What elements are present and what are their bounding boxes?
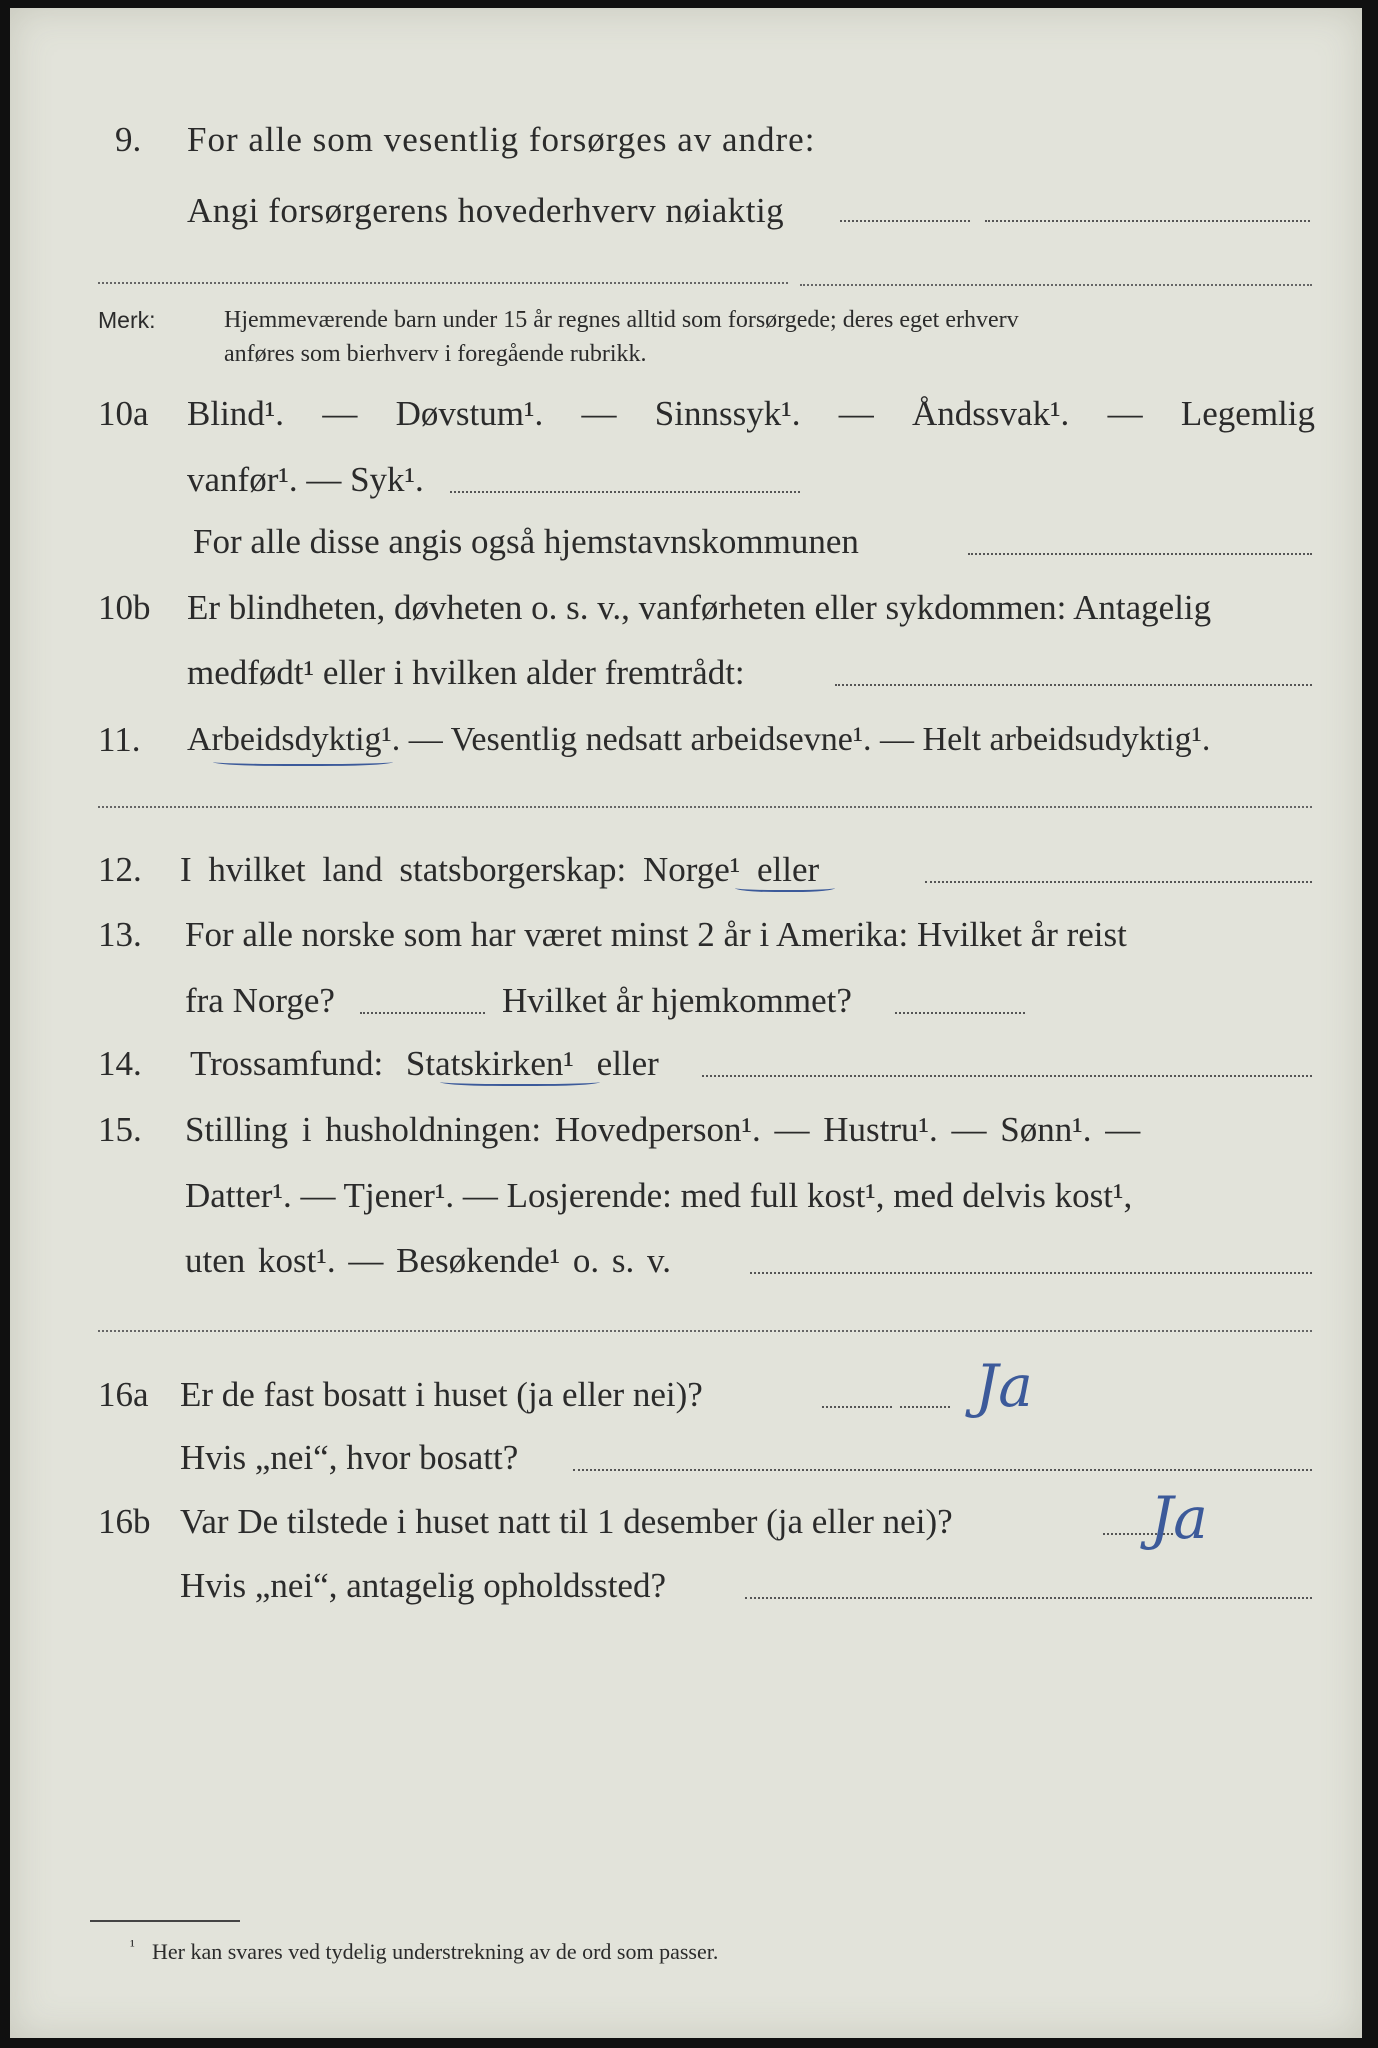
q10b-line1: Er blindheten, døvheten o. s. v., vanførheten eller sykdommen: Antagelig <box>187 588 1212 627</box>
underline-mark <box>213 756 393 766</box>
q10a-word: — <box>838 394 874 433</box>
q16a-residence-line[interactable] <box>573 1469 1312 1471</box>
q12-number: 12. <box>98 850 142 889</box>
q15-answer-line[interactable] <box>750 1272 1312 1274</box>
q16a-line2: Hvis „nei“, hvor bosatt? <box>180 1438 519 1477</box>
q15-line2: Datter¹. — Tjener¹. — Losjerende: med full kost¹, med delvis kost¹, <box>185 1176 1133 1215</box>
q16a-number: 16a <box>98 1375 149 1414</box>
q10b-answer-line[interactable] <box>835 684 1312 686</box>
note-line2: anføres som bierhverv i foregående rubrikk. <box>224 341 647 367</box>
q13-return-year-line[interactable] <box>895 1012 1025 1014</box>
footnote-text: Her kan svares ved tydelig understrekning av de ord som passer. <box>152 1939 719 1964</box>
q15-number: 15. <box>98 1110 142 1149</box>
q10a-line3: For alle disse angis også hjemstavnskommunen <box>193 522 859 561</box>
q9-number: 9. <box>115 120 142 159</box>
q14-number: 14. <box>98 1044 142 1083</box>
q16a-line1: Er de fast bosatt i huset (ja eller nei)? <box>180 1375 703 1414</box>
footnote-rule <box>90 1920 240 1922</box>
q16b-line2: Hvis „nei“, antagelig opholdssted? <box>180 1566 666 1605</box>
q10a-word: Døvstum¹. <box>395 394 544 433</box>
q13-line1: For alle norske som har været minst 2 år i Amerika: Hvilket år reist <box>185 915 1127 954</box>
q10a-word: Blind¹. <box>187 394 285 433</box>
footnote-mark: ¹ <box>130 1938 135 1955</box>
q16a-answer-line-b[interactable] <box>900 1406 950 1408</box>
q13-line2a: fra Norge? <box>185 981 335 1020</box>
separator-line <box>98 1330 1312 1332</box>
q10a-word: — <box>581 394 617 433</box>
q14-answer-line[interactable] <box>702 1075 1312 1077</box>
q10b-number: 10b <box>98 588 151 627</box>
q11-number: 11. <box>98 720 141 759</box>
note-label: Merk: <box>98 307 156 333</box>
q9-line1: For alle som vesentlig forsørges av andre: <box>187 120 816 159</box>
q10a-word: — <box>322 394 358 433</box>
q13-line2b: Hvilket år hjemkommet? <box>502 981 852 1020</box>
q16b-line1: Var De tilstede i huset natt til 1 desember (ja eller nei)? <box>180 1502 953 1541</box>
underline-mark <box>735 882 835 892</box>
q10a-word: Åndssvak¹. <box>912 394 1070 433</box>
census-form-page <box>10 8 1362 2038</box>
q9-line2: Angi forsørgerens hovederhverv nøiaktig <box>187 191 785 230</box>
q15-line1: Stilling i husholdningen: Hovedperson¹. — Hustru¹. — Sønn¹. — <box>185 1110 1141 1149</box>
q16b-handwritten-answer: Ja <box>1150 1484 1208 1552</box>
q10a-line1 <box>187 394 1315 434</box>
q10a-number: 10a <box>98 394 149 433</box>
q14-line1: Trossamfund: Statskirken¹ eller <box>190 1044 659 1083</box>
underline-mark <box>440 1076 600 1086</box>
q12-answer-line[interactable] <box>925 881 1312 883</box>
note-line1: Hjemmeværende barn under 15 år regnes alltid som forsørgede; deres eget erhverv <box>224 307 1019 333</box>
q16a-handwritten-answer: Ja <box>975 1352 1033 1420</box>
q10b-line2: medfødt¹ eller i hvilken alder fremtrådt: <box>187 653 745 692</box>
q10a-line2: vanfør¹. — Syk¹. <box>187 460 424 499</box>
q12-line1: I hvilket land statsborgerskap: Norge¹ eller <box>180 850 820 889</box>
separator-line <box>800 284 1312 286</box>
q10a-word: Sinnssyk¹. <box>654 394 801 433</box>
q10a-answer-line[interactable] <box>450 491 800 493</box>
q10a-word: — <box>1107 394 1143 433</box>
separator-line <box>98 282 788 284</box>
q13-number: 13. <box>98 915 142 954</box>
q9-answer-line-b[interactable] <box>985 220 1310 222</box>
q15-line3: uten kost¹. — Besøkende¹ o. s. v. <box>185 1241 672 1280</box>
q11-line1: Arbeidsdyktig¹. — Vesentlig nedsatt arbeidsevne¹. — Helt arbeidsudyktig¹. <box>187 721 1211 758</box>
q10a-word: Legemlig <box>1180 394 1315 433</box>
separator-line <box>98 806 1312 808</box>
q13-left-year-line[interactable] <box>360 1012 485 1014</box>
q16b-number: 16b <box>98 1502 151 1541</box>
q16b-place-line[interactable] <box>745 1597 1312 1599</box>
q16a-answer-line-a[interactable] <box>822 1406 892 1408</box>
q9-answer-line-a[interactable] <box>840 220 970 222</box>
q10a-hometown-line[interactable] <box>968 553 1312 555</box>
